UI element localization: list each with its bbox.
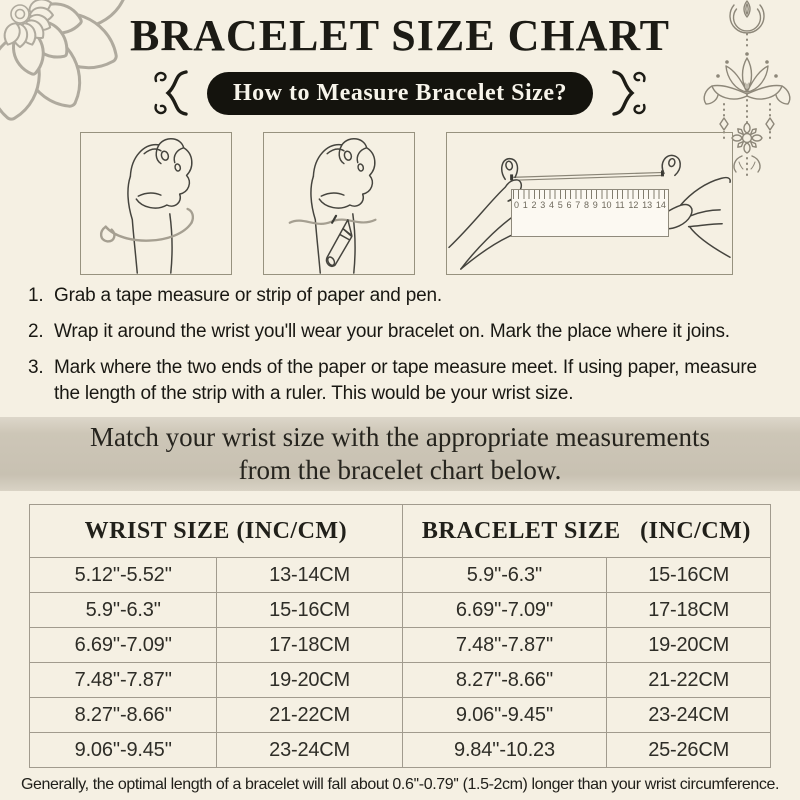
table-cell: 15-16CM xyxy=(217,593,402,628)
table-cell: 8.27''-8.66'' xyxy=(30,698,217,733)
ruler xyxy=(511,189,669,237)
ruler-number: 0 xyxy=(514,200,520,211)
page-title: BRACELET SIZE CHART xyxy=(130,11,670,60)
table-cell: 23-24CM xyxy=(607,698,771,733)
table-cell: 19-20CM xyxy=(217,663,402,698)
table-cell: 5.9''-6.3'' xyxy=(30,593,217,628)
wrist-size-header: WRIST SIZE (INC/CM) xyxy=(30,505,403,558)
table-cell: 5.9''-6.3'' xyxy=(402,558,607,593)
table-row xyxy=(30,698,771,733)
ruler-number: 4 xyxy=(549,200,555,211)
table-cell: 8.27''-8.66'' xyxy=(402,663,607,698)
ruler-number: 1 xyxy=(522,200,528,211)
ruler-number: 3 xyxy=(540,200,546,211)
illustration-wrap-tape xyxy=(80,132,232,275)
table-cell: 9.06''-9.45'' xyxy=(402,698,607,733)
table-cell: 25-26CM xyxy=(607,733,771,768)
step-number: 2. xyxy=(28,321,44,343)
table-cell: 6.69''-7.09'' xyxy=(402,593,607,628)
table-row xyxy=(30,593,771,628)
hand-with-tape-icon xyxy=(81,133,231,274)
table-cell: 19-20CM xyxy=(607,628,771,663)
ruler-number: 14 xyxy=(655,200,666,211)
illustration-mark-with-pen xyxy=(263,132,415,275)
step-number: 3. xyxy=(28,357,44,379)
size-table-header-row xyxy=(30,505,771,558)
table-cell: 9.06''-9.45'' xyxy=(30,733,217,768)
bracelet-size-header: BRACELET SIZE (INC/CM) xyxy=(402,505,770,558)
ornamental-bracket-left-icon xyxy=(154,67,198,119)
hand-with-pen-icon xyxy=(264,133,414,274)
match-size-banner xyxy=(0,417,800,491)
step-number: 1. xyxy=(28,285,44,307)
table-cell: 7.48''-7.87'' xyxy=(402,628,607,663)
ruler-number: 12 xyxy=(628,200,639,211)
ruler-number: 7 xyxy=(575,200,581,211)
table-cell: 5.12''-5.52'' xyxy=(30,558,217,593)
footnote: Generally, the optimal length of a bracelet will fall about 0.6''-0.79'' (1.5-2cm) longer than your wrist circumference. xyxy=(20,776,780,794)
table-cell: 23-24CM xyxy=(217,733,402,768)
step-text: Grab a tape measure or strip of paper and pen. xyxy=(54,285,442,307)
illustration-measure-ruler xyxy=(446,132,733,275)
table-cell: 17-18CM xyxy=(217,628,402,663)
measuring-illustrations xyxy=(0,132,800,275)
step-1 xyxy=(28,283,772,309)
table-cell: 13-14CM xyxy=(217,558,402,593)
ruler-numbers xyxy=(512,199,668,210)
ruler-number: 11 xyxy=(615,200,625,211)
table-cell: 21-22CM xyxy=(607,663,771,698)
ruler-number: 2 xyxy=(531,200,537,211)
instruction-steps xyxy=(0,283,800,407)
step-2 xyxy=(28,319,772,345)
step-3 xyxy=(28,355,772,407)
table-row xyxy=(30,628,771,663)
ruler-number: 8 xyxy=(584,200,590,211)
ruler-number: 9 xyxy=(592,200,598,211)
table-cell: 6.69''-7.09'' xyxy=(30,628,217,663)
step-text: Mark where the two ends of the paper or tape measure meet. If using paper, measure the length of the strip with a ruler. This would be your wrist size. xyxy=(54,357,757,405)
how-to-measure-badge: How to Measure Bracelet Size? xyxy=(207,72,593,115)
banner-line-2: from the bracelet chart below. xyxy=(238,455,562,486)
table-row xyxy=(30,558,771,593)
ruler-number: 13 xyxy=(642,200,653,211)
table-row xyxy=(30,663,771,698)
how-to-measure-header xyxy=(0,67,800,119)
ruler-number: 6 xyxy=(566,200,572,211)
table-cell: 9.84''-10.23 xyxy=(402,733,607,768)
ruler-number: 5 xyxy=(557,200,563,211)
table-cell: 17-18CM xyxy=(607,593,771,628)
table-cell: 15-16CM xyxy=(607,558,771,593)
size-table xyxy=(29,504,771,768)
banner-line-1: Match your wrist size with the appropriate measurements xyxy=(89,422,711,453)
step-text: Wrap it around the wrist you'll wear your bracelet on. Mark the place where it joins. xyxy=(54,321,730,343)
ruler-ticks xyxy=(513,190,667,199)
table-cell: 7.48''-7.87'' xyxy=(30,663,217,698)
ornamental-bracket-right-icon xyxy=(602,67,646,119)
ruler-number: 10 xyxy=(601,200,612,211)
table-row xyxy=(30,733,771,768)
table-cell: 21-22CM xyxy=(217,698,402,733)
